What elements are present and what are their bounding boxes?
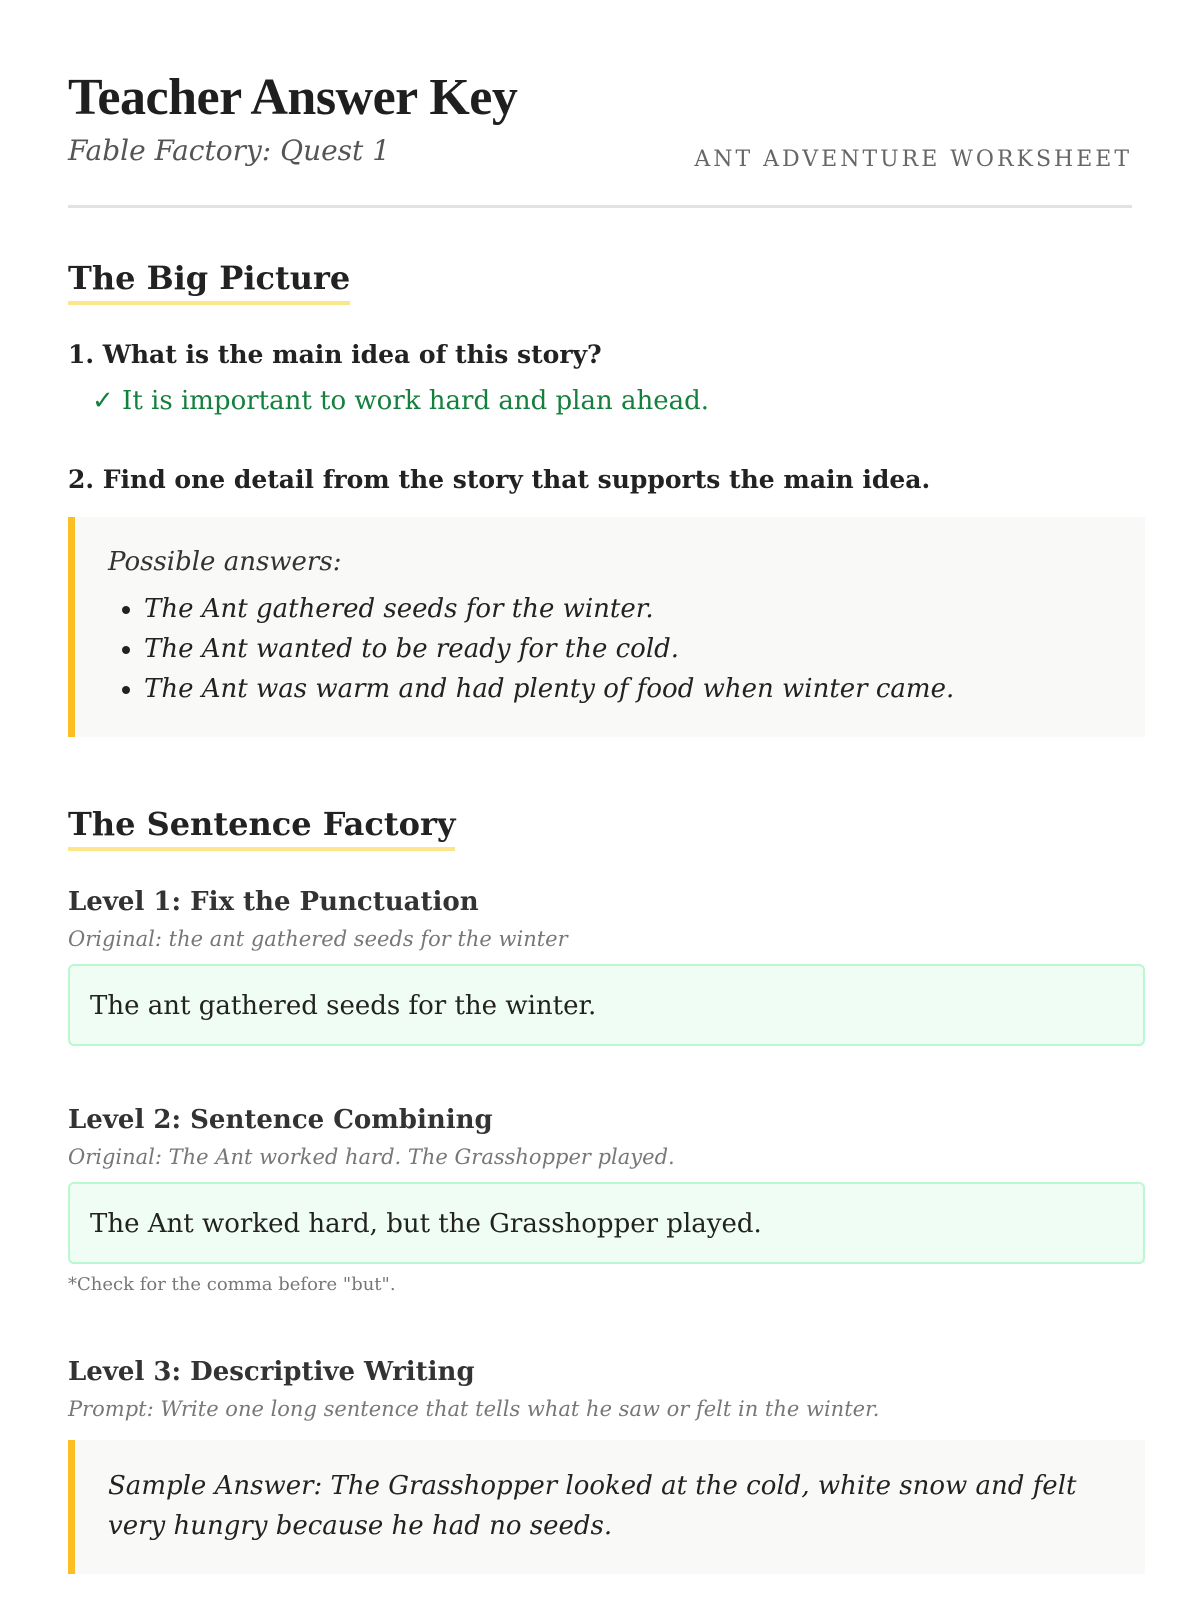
possible-answers-list <box>108 589 1145 709</box>
level-2-note: *Check for the comma before "but". <box>68 1274 396 1295</box>
question-2: 2. Find one detail from the story that supports the main idea. <box>68 465 931 494</box>
list-item: • The Ant was warm and had plenty of food when winter came. <box>144 669 1145 709</box>
level-1-title: Level 1: Fix the Punctuation <box>68 887 479 917</box>
level-3-sample-answer: Sample Answer: The Grasshopper looked at the cold, white snow and felt very hungry because he had no seeds. <box>68 1440 1145 1574</box>
page-header <box>68 0 1132 208</box>
section-big-picture <box>68 258 350 305</box>
section-sentence-factory <box>68 804 455 851</box>
level-1-answer-box: The ant gathered seeds for the winter. <box>68 964 1145 1046</box>
section-heading-big-picture: The Big Picture <box>68 258 350 305</box>
possible-answers-box <box>68 517 1145 737</box>
page-subtitle: Fable Factory: Quest 1 <box>68 134 391 167</box>
level-1-original: Original: the ant gathered seeds for the winter <box>68 927 568 951</box>
section-heading-sentence-factory: The Sentence Factory <box>68 804 455 851</box>
possible-answers-label: Possible answers: <box>108 547 342 577</box>
page-title: Teacher Answer Key <box>68 69 518 126</box>
level-2-answer-box: The Ant worked hard, but the Grasshopper played. <box>68 1182 1145 1264</box>
question-1-answer: ✓ It is important to work hard and plan ahead. <box>92 386 710 416</box>
level-2-title: Level 2: Sentence Combining <box>68 1105 493 1135</box>
list-item: • The Ant gathered seeds for the winter. <box>144 589 1145 629</box>
question-1: 1. What is the main idea of this story? <box>68 340 602 369</box>
list-item: • The Ant wanted to be ready for the cold. <box>144 629 1145 669</box>
level-3-title: Level 3: Descriptive Writing <box>68 1357 475 1387</box>
worksheet-label: ANT ADVENTURE WORKSHEET <box>694 147 1132 172</box>
level-3-prompt: Prompt: Write one long sentence that tells what he saw or felt in the winter. <box>68 1397 880 1421</box>
level-2-original: Original: The Ant worked hard. The Grasshopper played. <box>68 1145 675 1169</box>
